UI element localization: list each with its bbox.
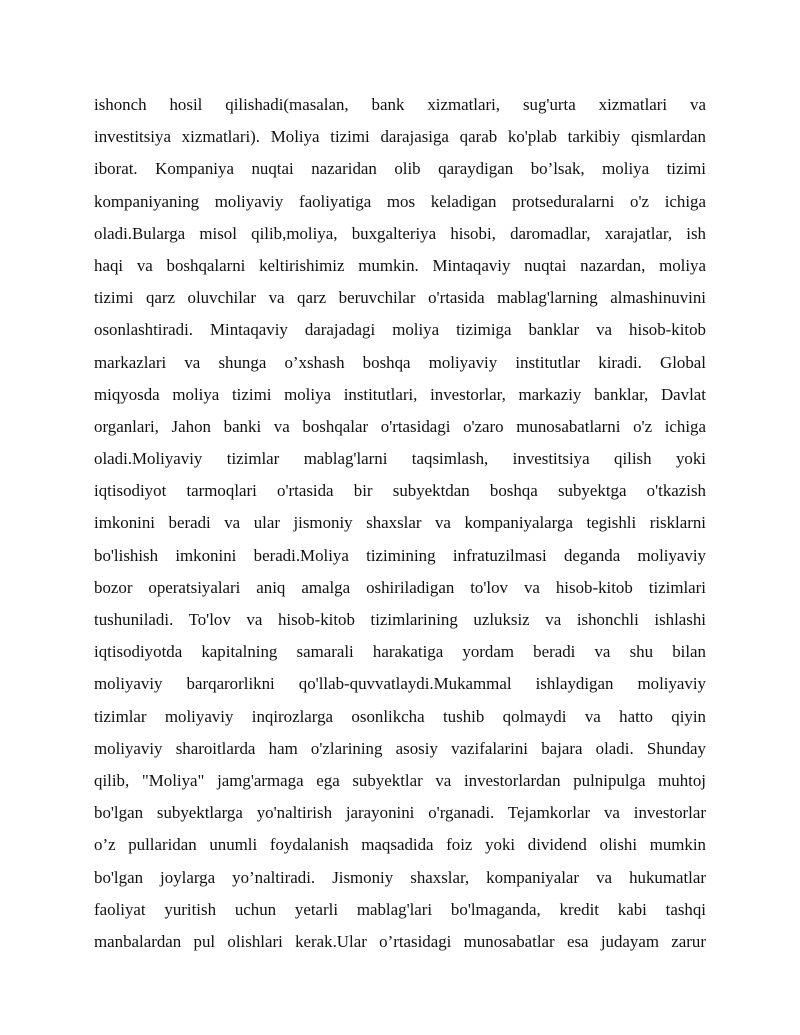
text-line: moliyaviy sharoitlarda ham o'zlarining asosiy vazifalarini bajara oladi. Shunday: [94, 738, 706, 758]
text-line: bozor operatsiyalari aniq amalga oshiriladigan to'lov va hisob-kitob tizimlari: [94, 577, 706, 597]
text-line: iborat. Kompaniya nuqtai nazaridan olib qaraydigan bo’lsak, moliya tizimi: [94, 159, 706, 179]
text-line: ishonch hosil qilishadi(masalan, bank xizmatlari, sug'urta xizmatlari va: [94, 95, 706, 114]
text-line: iqtisodiyot tarmoqlari o'rtasida bir subyektdan boshqa subyektga o'tkazish: [94, 481, 706, 501]
text-line: tushuniladi. To'lov va hisob-kitob tizimlarining uzluksiz va ishonchli ishlashi: [94, 610, 706, 629]
text-line: osonlashtiradi. Mintaqaviy darajadagi moliya tizimiga banklar va hisob-kitob: [94, 320, 706, 340]
text-line: oladi.Bularga misol qilib,moliya, buxgalteriya hisobi, daromadlar, xarajatlar, ish: [94, 223, 706, 243]
text-line: imkonini beradi va ular jismoniy shaxslar va kompaniyalarga tegishli risklarni: [94, 513, 706, 533]
text-line: tizimlar moliyaviy inqirozlarga osonlikcha tushib qolmaydi va hatto qiyin: [94, 706, 706, 726]
text-line: qilib, "Moliya" jamg'armaga ega subyektlar va investorlardan pulnipulga muhtoj: [94, 770, 706, 790]
text-line: haqi va boshqalarni keltirishimiz mumkin. Mintaqaviy nuqtai nazardan, moliya: [94, 255, 706, 275]
text-line: tizimi qarz oluvchilar va qarz beruvchilar o'rtasida mablag'larning almashinuvini: [94, 288, 706, 308]
text-line: oladi.Moliyaviy tizimlar mablag'larni taqsimlash, investitsiya qilish yoki: [94, 449, 706, 469]
text-line: organlari, Jahon banki va boshqalar o'rtasidagi o'zaro munosabatlarni o'z ichiga: [94, 416, 706, 436]
text-line: kompaniyaning moliyaviy faoliyatiga mos keladigan protseduralarni o'z ichiga: [94, 191, 706, 211]
text-line: iqtisodiyotda kapitalning samarali harakatiga yordam beradi va shu bilan: [94, 642, 706, 662]
text-line: bo'lishish imkonini beradi.Moliya tizimining infratuzilmasi deganda moliyaviy: [94, 545, 706, 565]
body-paragraph: [94, 89, 706, 958]
text-line: faoliyat yuritish uchun yetarli mablag'lari bo'lmaganda, kredit kabi tashqi: [94, 899, 706, 919]
text-line: manbalardan pul olishlari kerak.Ular o’rtasidagi munosabatlar esa judayam zarur: [94, 931, 706, 951]
text-line: moliyaviy barqarorlikni qo'llab-quvvatlaydi.Mukammal ishlaydigan moliyaviy: [94, 674, 706, 694]
text-line: investitsiya xizmatlari). Moliya tizimi darajasiga qarab ko'plab tarkibiy qismlardan: [94, 127, 706, 147]
text-line: bo'lgan subyektlarga yo'naltirish jarayonini o'rganadi. Tejamkorlar va investorlar: [94, 803, 706, 823]
text-line: bo'lgan joylarga yo’naltiradi. Jismoniy shaxslar, kompaniyalar va hukumatlar: [94, 867, 706, 887]
text-line: markazlari va shunga o’xshash boshqa moliyaviy institutlar kiradi. Global: [94, 352, 706, 372]
text-line: o’z pullaridan unumli foydalanish maqsadida foiz yoki dividend olishi mumkin: [94, 835, 706, 855]
text-line: miqyosda moliya tizimi moliya institutlari, investorlar, markaziy banklar, Davlat: [94, 384, 706, 404]
